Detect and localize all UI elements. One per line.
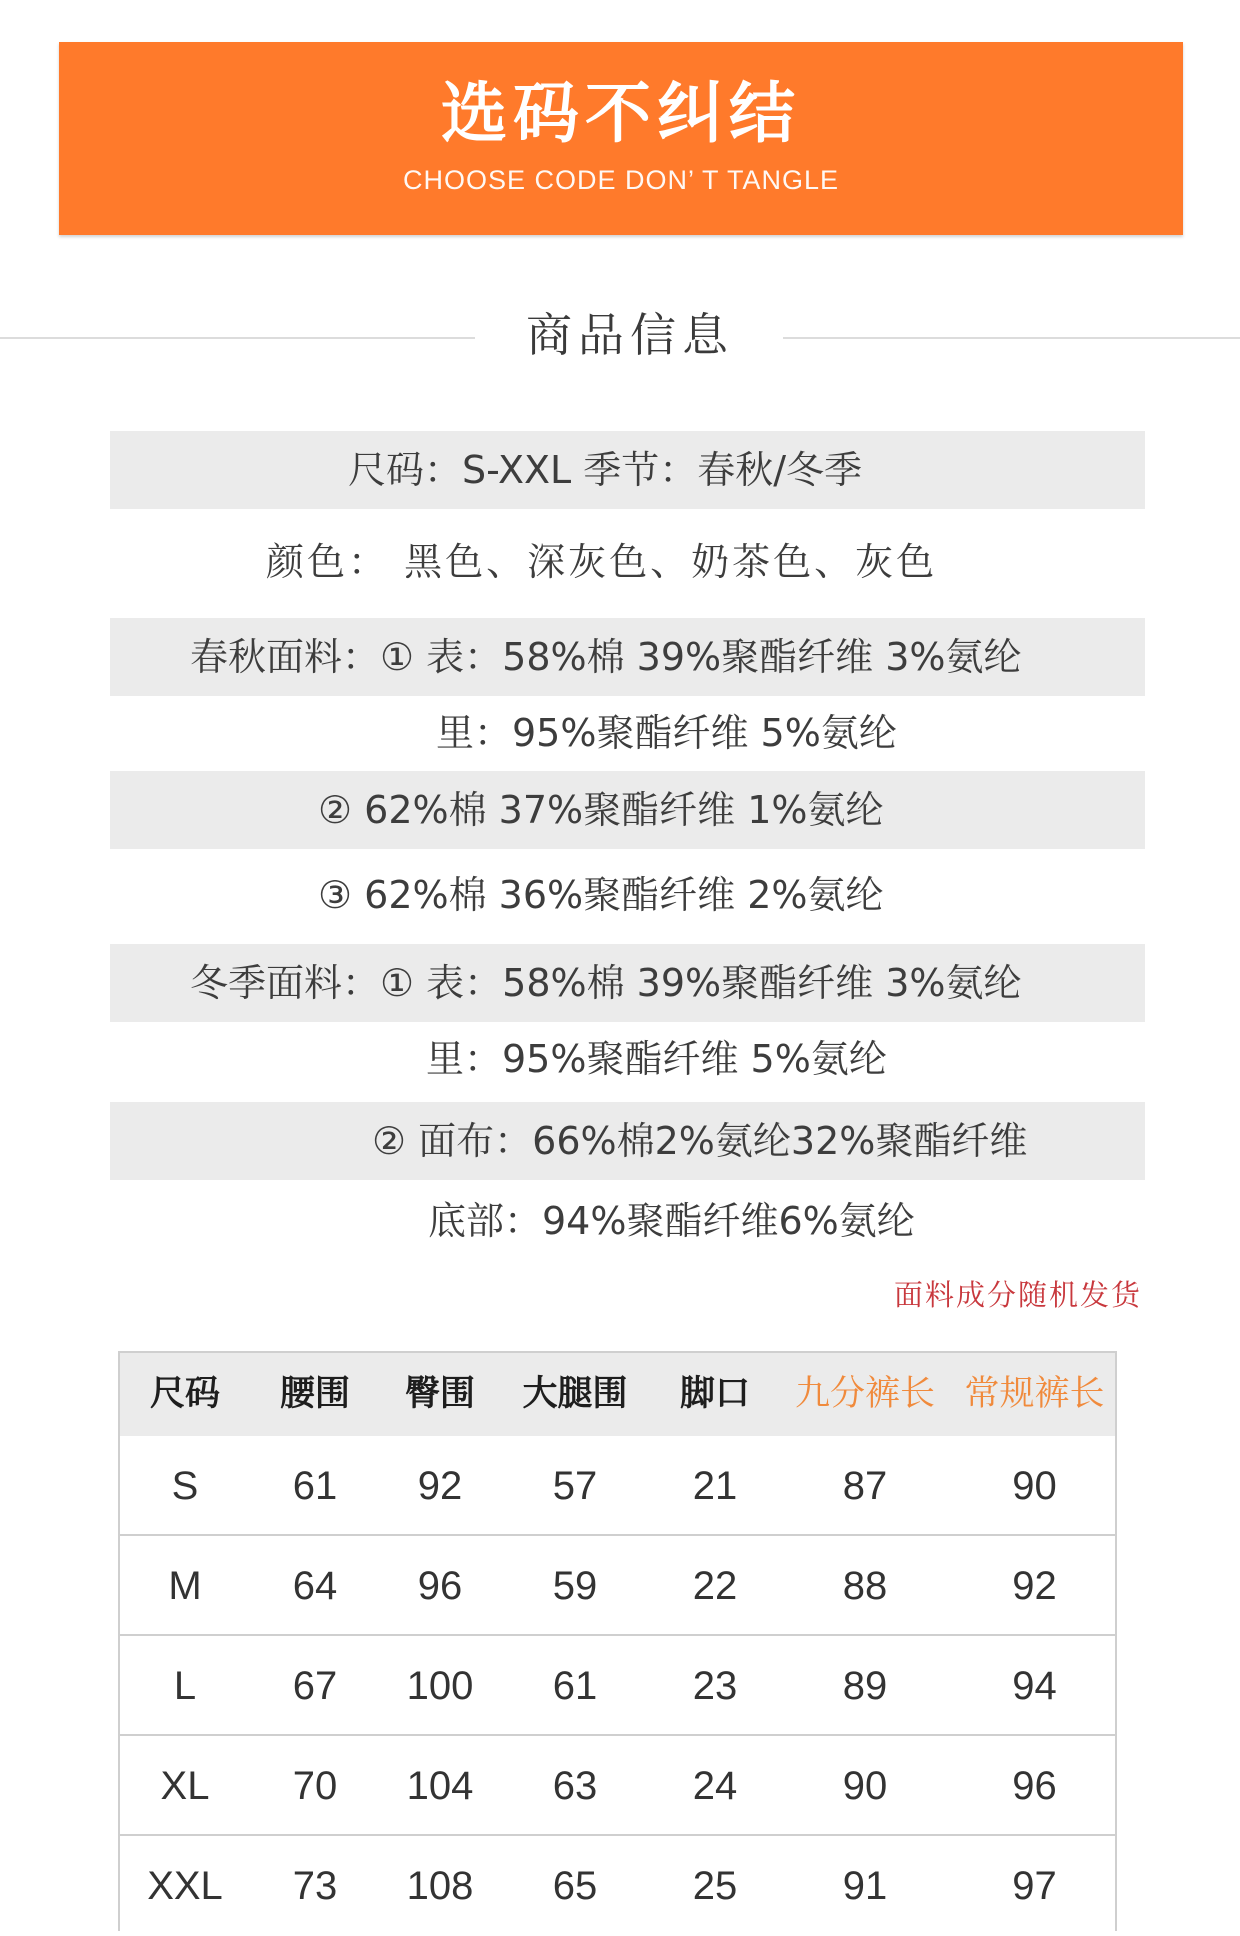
table-row	[120, 1436, 1115, 1536]
cell-hip: 100	[406, 1664, 474, 1708]
cell-thigh: 61	[552, 1664, 598, 1708]
cell-waist: 64	[292, 1564, 338, 1608]
info-row-spring-2	[110, 771, 1145, 849]
section-title: 商品信息	[526, 308, 734, 362]
spring-2-text: ② 62%棉 37%聚酯纤维 1%氨纶	[318, 788, 884, 832]
cell-size: M	[168, 1564, 202, 1608]
table-row	[120, 1736, 1115, 1836]
banner-subtitle: CHOOSE CODE DON’ T TANGLE	[402, 165, 840, 195]
winter-inner-text: 里：95%聚酯纤维 5%氨纶	[426, 1037, 887, 1081]
info-row-size-season	[110, 431, 1145, 509]
section-divider-right	[783, 337, 1240, 339]
size-season-text: 尺码：S-XXL 季节：春秋/冬季	[348, 448, 863, 492]
header-hem: 脚口	[679, 1374, 750, 1414]
color-text: 颜色： 黑色、深灰色、奶茶色、灰色	[266, 540, 938, 584]
cell-regular-length: 96	[1012, 1764, 1057, 1808]
cell-waist: 73	[292, 1864, 338, 1908]
cell-hem: 23	[692, 1664, 738, 1708]
cell-regular-length: 90	[1012, 1464, 1057, 1508]
table-row	[120, 1636, 1115, 1736]
cell-regular-length: 92	[1012, 1564, 1057, 1608]
header-banner	[59, 42, 1183, 235]
header-waist: 腰围	[279, 1374, 350, 1414]
winter-2-text: ② 面布：66%棉2%氨纶32%聚酯纤维	[372, 1119, 1028, 1163]
table-row	[120, 1536, 1115, 1636]
header-size: 尺码	[149, 1374, 220, 1414]
header-ankle-length: 九分裤长	[794, 1374, 935, 1414]
header-thigh: 大腿围	[522, 1374, 628, 1414]
size-table	[118, 1351, 1117, 1931]
spring-outer-text: 春秋面料：① 表：58%棉 39%聚酯纤维 3%氨纶	[190, 635, 1022, 679]
cell-thigh: 59	[552, 1564, 598, 1608]
cell-hem: 22	[692, 1564, 738, 1608]
spring-3-text: ③ 62%棉 36%聚酯纤维 2%氨纶	[318, 873, 884, 917]
info-row-spring-3	[110, 856, 1145, 934]
cell-thigh: 63	[552, 1764, 598, 1808]
cell-size: XXL	[147, 1864, 223, 1908]
section-divider-left	[0, 337, 475, 339]
cell-ankle-length: 88	[842, 1564, 888, 1608]
cell-ankle-length: 87	[842, 1464, 888, 1508]
cell-size: XL	[160, 1764, 210, 1808]
cell-hem: 21	[692, 1464, 738, 1508]
cell-waist: 61	[292, 1464, 338, 1508]
cell-thigh: 65	[552, 1864, 598, 1908]
header-regular-length: 常规裤长	[964, 1374, 1105, 1414]
info-row-winter-bottom	[110, 1182, 1145, 1260]
winter-bottom-text: 底部：94%聚酯纤维6%氨纶	[428, 1199, 915, 1243]
cell-hem: 24	[692, 1764, 738, 1808]
info-row-winter-inner	[110, 1020, 1145, 1098]
info-row-winter-outer	[110, 944, 1145, 1022]
cell-ankle-length: 90	[842, 1764, 888, 1808]
cell-ankle-length: 89	[842, 1664, 888, 1708]
cell-ankle-length: 91	[842, 1864, 888, 1908]
fabric-note: 面料成分随机发货	[893, 1278, 1142, 1312]
cell-hip: 92	[417, 1464, 463, 1508]
table-header	[120, 1353, 1115, 1436]
cell-size: L	[173, 1664, 197, 1708]
cell-regular-length: 97	[1012, 1864, 1057, 1908]
cell-hem: 25	[692, 1864, 738, 1908]
winter-outer-text: 冬季面料：① 表：58%棉 39%聚酯纤维 3%氨纶	[190, 961, 1022, 1005]
cell-hip: 108	[406, 1864, 474, 1908]
cell-hip: 96	[417, 1564, 463, 1608]
info-row-color	[110, 523, 1145, 601]
info-row-spring-outer	[110, 618, 1145, 696]
cell-waist: 70	[292, 1764, 338, 1808]
table-row	[120, 1836, 1115, 1936]
cell-size: S	[171, 1464, 199, 1508]
info-row-winter-2	[110, 1102, 1145, 1180]
cell-hip: 104	[406, 1764, 474, 1808]
spring-inner-text: 里：95%聚酯纤维 5%氨纶	[436, 711, 897, 755]
cell-waist: 67	[292, 1664, 338, 1708]
header-hip: 臀围	[404, 1374, 475, 1414]
cell-regular-length: 94	[1012, 1664, 1057, 1708]
banner-title: 选码不纠结	[441, 75, 801, 152]
info-row-spring-inner	[110, 694, 1145, 772]
cell-thigh: 57	[552, 1464, 598, 1508]
